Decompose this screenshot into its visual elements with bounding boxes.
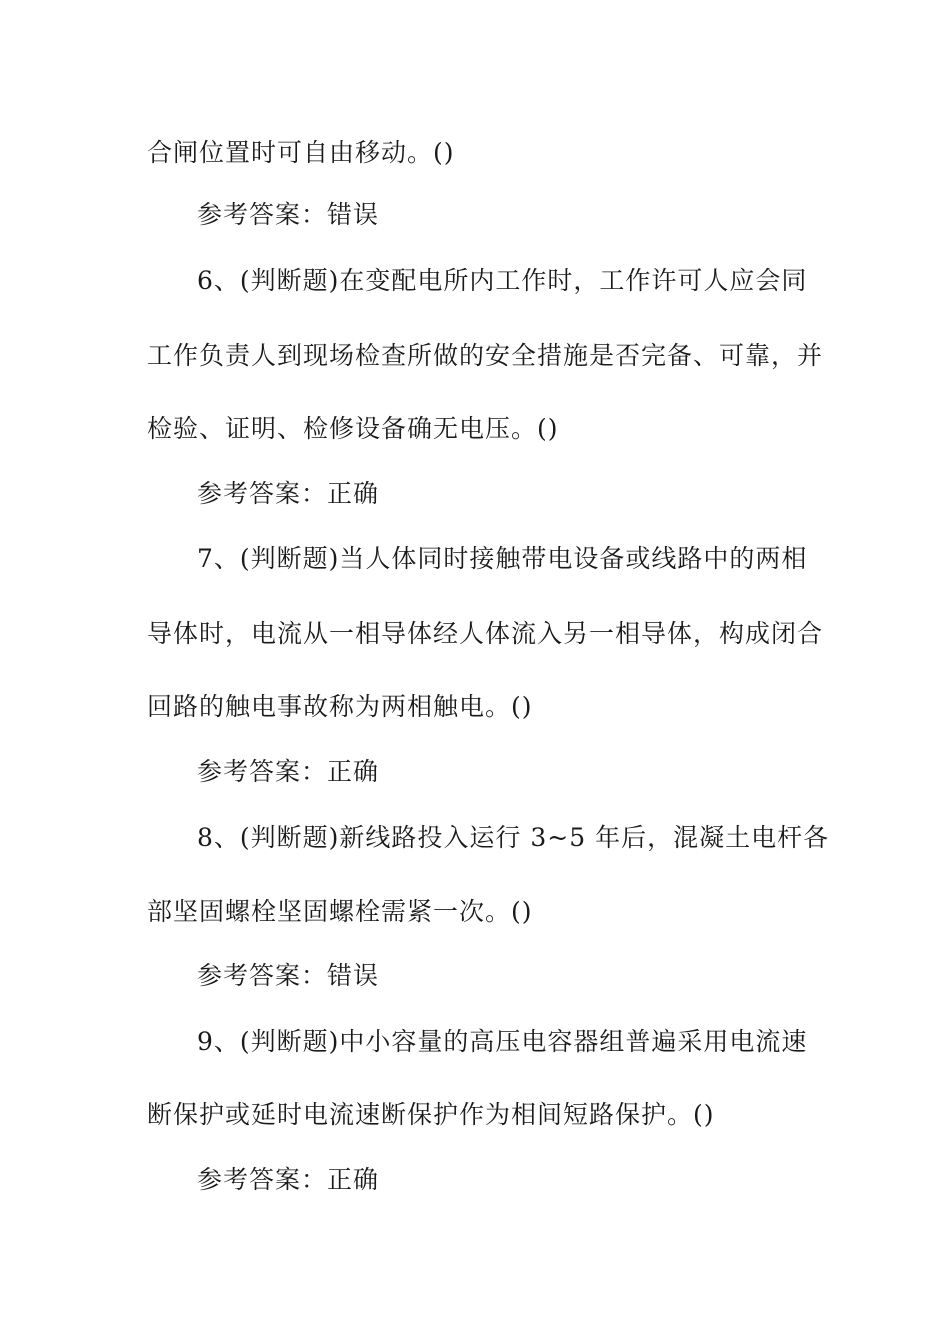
question-5-text-continuation: 合闸位置时可自由移动。() <box>147 138 455 167</box>
question-9-answer: 参考答案：正确 <box>197 1165 380 1194</box>
question-7-answer: 参考答案：正确 <box>197 757 380 786</box>
question-7-text-line-1: 7、(判断题)当人体同时接触带电设备或线路中的两相 <box>197 544 808 573</box>
question-8-text-line-2: 部坚固螺栓坚固螺栓需紧一次。() <box>147 897 533 926</box>
question-9-text-line-2: 断保护或延时电流速断保护作为相间短路保护。() <box>147 1100 715 1129</box>
question-8-answer: 参考答案：错误 <box>197 961 380 990</box>
question-6-text-line-2: 工作负责人到现场检查所做的安全措施是否完备、可靠，并 <box>147 341 824 370</box>
question-5-answer: 参考答案：错误 <box>197 200 380 229</box>
question-7-text-line-3: 回路的触电事故称为两相触电。() <box>147 692 533 721</box>
question-7-text-line-2: 导体时，电流从一相导体经人体流入另一相导体，构成闭合 <box>147 619 824 648</box>
question-9-text-line-1: 9、(判断题)中小容量的高压电容器组普遍采用电流速 <box>197 1027 808 1056</box>
question-8-text-line-1: 8、(判断题)新线路投入运行 3~5 年后，混凝土电杆各 <box>197 823 830 852</box>
question-6-text-line-3: 检验、证明、检修设备确无电压。() <box>147 414 559 443</box>
question-6-answer: 参考答案：正确 <box>197 479 380 508</box>
question-6-text-line-1: 6、(判断题)在变配电所内工作时，工作许可人应会同 <box>197 266 808 295</box>
